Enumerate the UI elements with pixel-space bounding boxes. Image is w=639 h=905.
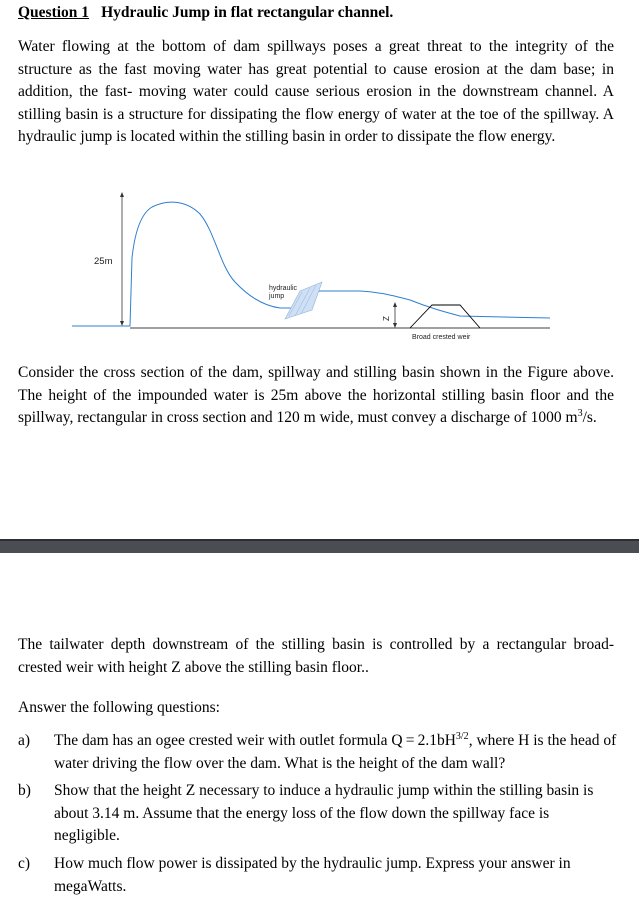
- question-c: [18, 853, 618, 898]
- question-a: [18, 730, 618, 775]
- question-a-text: The dam has an ogee crested weir with outlet formula Q = 2.1bH: [54, 732, 456, 749]
- figure-paragraph: [18, 362, 614, 430]
- figure-paragraph-unit: /s.: [582, 409, 597, 426]
- weir-label: Broad crested weir: [412, 334, 471, 341]
- dam-figure: [60, 188, 560, 348]
- question-c-letter: c): [18, 855, 31, 872]
- exponent-superscript: 3/2: [455, 730, 469, 742]
- height-arrow-bottom: [120, 321, 124, 326]
- question-b: [18, 780, 618, 848]
- jump-label-line1: hydraulic: [269, 285, 298, 292]
- question-c-text: How much flow power is dissipated by the hydraulic jump. Express your answer in megaWatts.: [54, 855, 571, 895]
- z-label: Z: [382, 316, 391, 321]
- figure-paragraph-text: Consider the cross section of the dam, spillway and stilling basin shown in the Figure above. The height of the impounded water is 25m above the horizontal stilling basin floor and the spillway, rectangular in cross section and 120 m wide, must convey a discharge of 1000 m: [18, 364, 614, 426]
- question-a-text-end: , where H is the head of water driving the flow over the dam. What is the height of the dam wall?: [54, 732, 617, 772]
- hidden-guide: [72, 206, 285, 328]
- question-number: Question 1: [18, 4, 90, 21]
- height-label: 25m: [94, 256, 113, 267]
- question-b-letter: b): [18, 782, 31, 799]
- question-heading: Hydraulic Jump in flat rectangular channel.: [101, 4, 394, 21]
- jump-label-line2: jump: [269, 293, 285, 300]
- intro-paragraph: Water flowing at the bottom of dam spillways poses a great threat to the integrity of the structure as the fast moving water has great potential to cause erosion at the dam base; in addition, the fast- moving water could cause serious erosion in the downstream channel. A stilling basin is a structure for dissipating the flow energy of water at the toe of the spillway. A hydraulic jump is located within the stilling basin in order to dissipate the flow energy.: [18, 38, 614, 145]
- height-arrow-top: [120, 192, 124, 197]
- question-title: [18, 4, 614, 22]
- cubic-superscript: 3: [577, 407, 583, 419]
- broad-crested-weir: [410, 305, 480, 328]
- page-divider: [0, 539, 639, 553]
- question-b-text: Show that the height Z necessary to induce a hydraulic jump within the stilling basin is about 3.14 m. Assume that the energy loss of the flow down the spillway face is negligible.: [54, 782, 594, 844]
- answer-heading: Answer the following questions:: [18, 699, 220, 716]
- tailwater-paragraph: The tailwater depth downstream of the stilling basin is controlled by a rectangular broad-crested weir with height Z above the stilling basin floor..: [18, 636, 614, 676]
- question-a-letter: a): [18, 732, 31, 749]
